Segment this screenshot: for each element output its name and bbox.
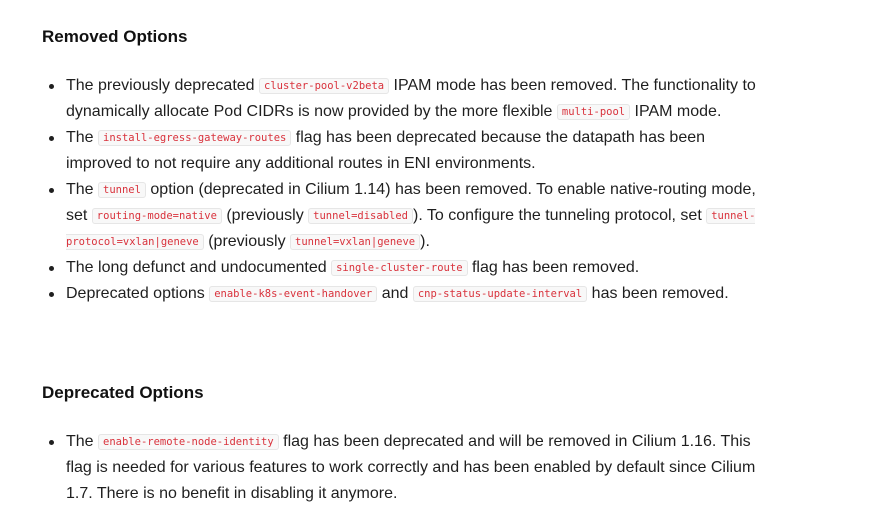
deprecated-options-heading: Deprecated Options [42, 383, 204, 402]
item-text: ). [420, 233, 430, 250]
list-item [42, 177, 762, 255]
item-text: flag has been deprecated because the datapath has been improved to not require any additional routes in ENI environments. [66, 129, 706, 172]
item-text: and [377, 285, 413, 302]
item-text: flag has been deprecated and will be removed in Cilium 1.16. This flag is needed for various features to work correctly and has been enabled by default since Cilium 1.7. There is no benefit in disabling it anymore. [66, 433, 756, 502]
inline-code: install-egress-gateway-routes [98, 130, 291, 146]
item-text: The [66, 433, 99, 450]
inline-code: multi-pool [557, 104, 630, 120]
inline-code: tunnel [98, 182, 146, 198]
removed-options-heading: Removed Options [42, 27, 188, 46]
inline-code: enable-k8s-event-handover [209, 286, 377, 302]
removed-options-list [42, 73, 762, 307]
item-text: flag has been removed. [467, 259, 640, 276]
inline-code: enable-remote-node-identity [98, 434, 279, 450]
item-text: The [66, 129, 99, 146]
list-item [42, 255, 762, 281]
inline-code: routing-mode=native [92, 208, 222, 224]
inline-code: tunnel=vxlan|geneve [290, 234, 420, 250]
item-text: has been removed. [587, 285, 729, 302]
item-text: (previously [203, 233, 291, 250]
item-text: Deprecated options [66, 285, 210, 302]
list-item [42, 429, 762, 507]
list-item [42, 281, 762, 307]
list-item [42, 73, 762, 125]
list-item [42, 125, 762, 177]
inline-code: cnp-status-update-interval [413, 286, 587, 302]
item-text: The long defunct and undocumented [66, 259, 332, 276]
inline-code: cluster-pool-v2beta [259, 78, 389, 94]
inline-code: single-cluster-route [331, 260, 467, 276]
item-text: (previously [221, 207, 309, 224]
item-text: option (deprecated in Cilium 1.14) has been removed. To enable native-routing mode, set [66, 181, 756, 224]
item-text: The [66, 181, 99, 198]
item-text: IPAM mode. [630, 103, 722, 120]
inline-code: tunnel=disabled [308, 208, 413, 224]
inline-code: tunnel-protocol=vxlan|geneve [66, 210, 756, 248]
item-text: IPAM mode has been removed. The functionality to dynamically allocate Pod CIDRs is now provided by the more flexible [66, 77, 756, 120]
item-text: ). To configure the tunneling protocol, set [412, 207, 707, 224]
item-text: The previously deprecated [66, 77, 259, 94]
deprecated-options-list [42, 429, 762, 507]
